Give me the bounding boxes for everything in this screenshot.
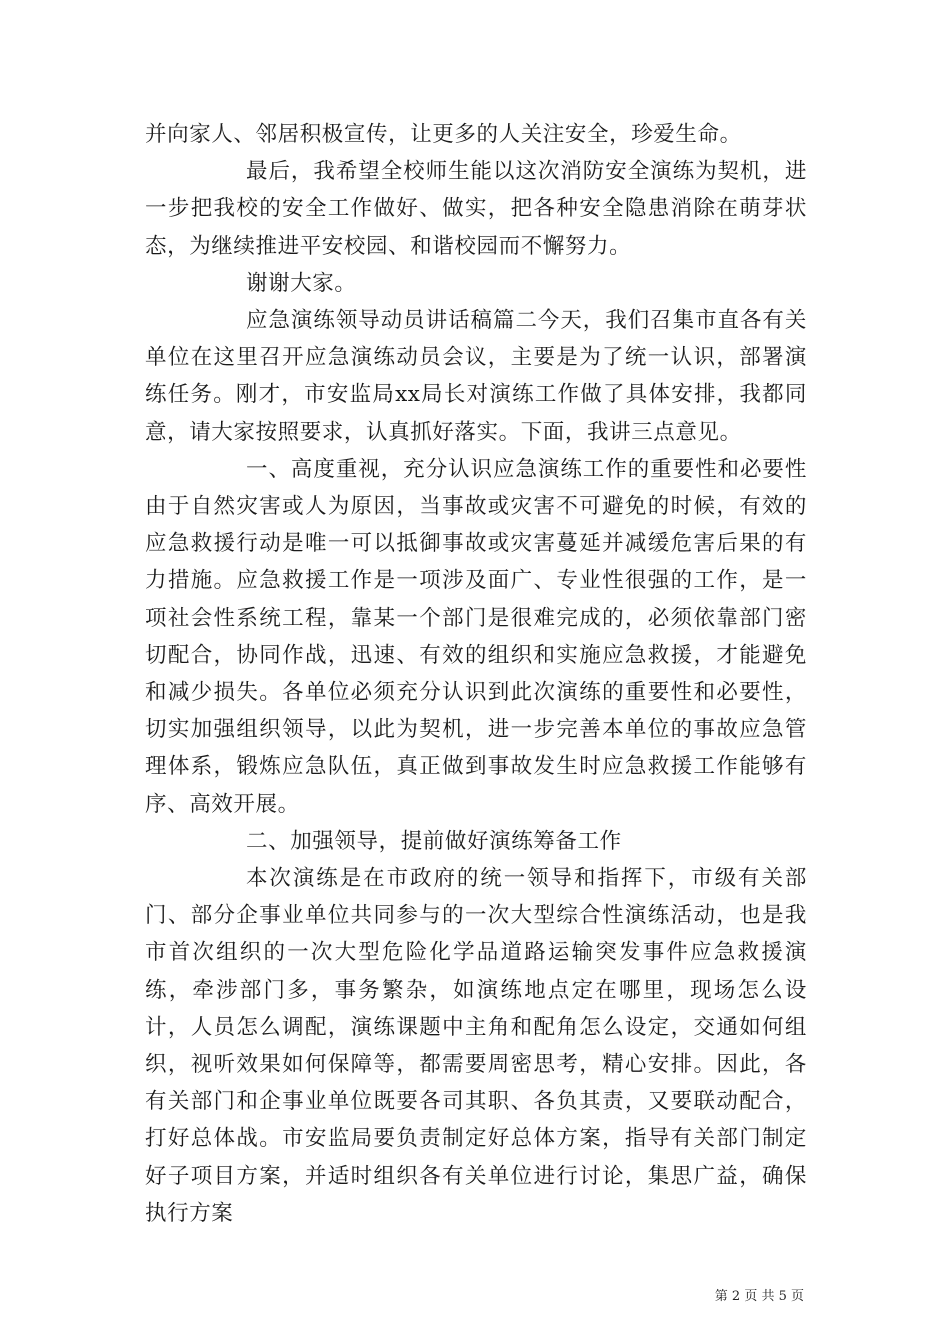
paragraph-point-two-heading: 二、加强领导，提前做好演练筹备工作	[246, 828, 622, 854]
paragraph-closing-hope: 最后，我希望全校师生能以这次消防安全演练为契机，进一步把我校的安全工作做好、做实，把各种安全隐患消除在萌芽状态，为继续推进平安校园、和谐校园而不懈努力。	[145, 159, 807, 259]
page-number-footer: 第 2 页 共 5 页	[714, 1289, 804, 1304]
document-body	[145, 116, 807, 1232]
paragraph-speech-two-intro: 应急演练领导动员讲话稿篇二今天，我们召集市直各有关单位在这里召开应急演练动员会议，主要是为了统一认识，部署演练任务。刚才，市安监局xx局长对演练工作做了具体安排，我都同意，请大家按照要求，认真抓好落实。下面，我讲三点意见。	[145, 308, 807, 445]
paragraph-continued: 并向家人、邻居积极宣传，让更多的人关注安全，珍爱生命。	[145, 122, 742, 147]
paragraph-thanks: 谢谢大家。	[246, 270, 357, 296]
paragraph-point-one: 一、高度重视，充分认识应急演练工作的重要性和必要性由于自然灾害或人为原因，当事故或灾害不可避免的时候，有效的应急救援行动是唯一可以抵御事故或灾害蔓延并减缓危害后果的有力措施。应急救援工作是一项涉及面广、专业性很强的工作，是一项社会性系统工程，靠某一个部门是很难完成的，必须依靠部门密切配合，协同作战，迅速、有效的组织和实施应急救援，才能避免和减少损失。各单位必须充分认识到此次演练的重要性和必要性，切实加强组织领导，以此为契机，进一步完善本单位的事故应急管理体系，锻炼应急队伍，真正做到事故发生时应急救援工作能够有序、高效开展。	[145, 456, 807, 817]
paragraph-point-two-body: 本次演练是在市政府的统一领导和指挥下，市级有关部门、部分企事业单位共同参与的一次大型综合性演练活动，也是我市首次组织的一次大型危险化学品道路运输突发事件应急救援演练，牵涉部门多，事务繁杂，如演练地点定在哪里，现场怎么设计，人员怎么调配，演练课题中主角和配角怎么设定，交通如何组织，视听效果如何保障等，都需要周密思考，精心安排。因此，各有关部门和企事业单位既要各司其职、各负其责，又要联动配合，打好总体战。市安监局要负责制定好总体方案，指导有关部门制定好子项目方案，并适时组织各有关单位进行讨论，集思广益，确保执行方案	[145, 866, 807, 1226]
